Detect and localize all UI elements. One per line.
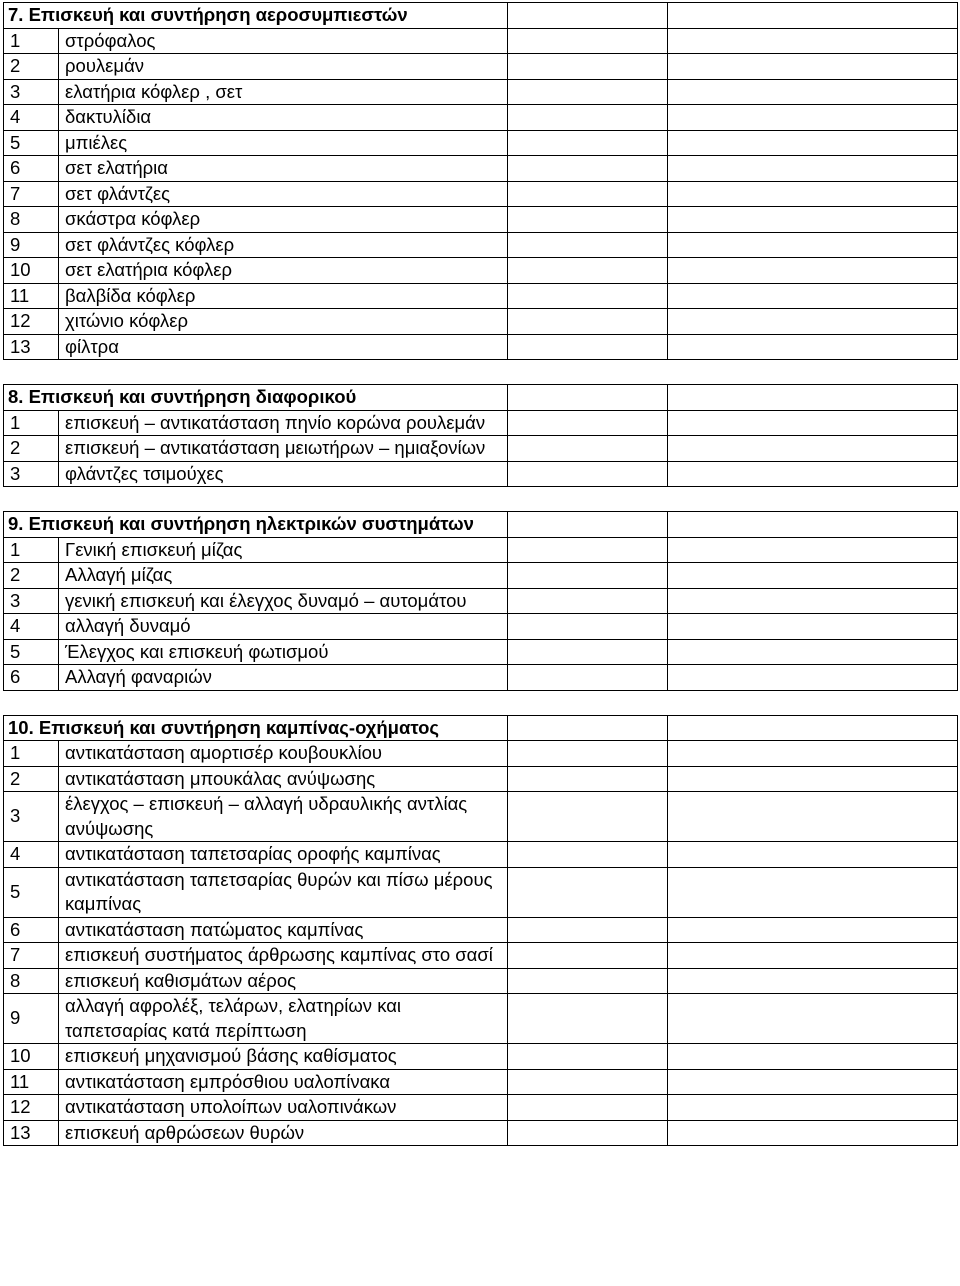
empty-cell — [508, 1069, 668, 1095]
table-row — [4, 1120, 958, 1146]
empty-cell — [508, 28, 668, 54]
item-description: Αλλαγή φαναριών — [59, 665, 508, 691]
empty-cell — [508, 563, 668, 589]
empty-cell — [508, 665, 668, 691]
empty-cell — [668, 792, 958, 842]
table-row — [4, 943, 958, 969]
table-row — [4, 283, 958, 309]
section-title: 7. Επισκευή και συντήρηση αεροσυμπιεστών — [4, 3, 508, 29]
empty-cell — [508, 917, 668, 943]
empty-cell — [668, 156, 958, 182]
item-description: φλάντζες τσιμούχες — [59, 461, 508, 487]
item-description: σετ ελατήρια κόφλερ — [59, 258, 508, 284]
item-number: 6 — [4, 917, 59, 943]
item-number: 3 — [4, 79, 59, 105]
empty-cell — [668, 461, 958, 487]
item-number: 6 — [4, 156, 59, 182]
document-sheet — [3, 2, 958, 1146]
table-row — [4, 766, 958, 792]
item-number: 1 — [4, 410, 59, 436]
section-title: 8. Επισκευή και συντήρηση διαφορικού — [4, 385, 508, 411]
section-header-row — [4, 715, 958, 741]
section-title: 10. Επισκευή και συντήρηση καμπίνας-οχήματος — [4, 715, 508, 741]
table-row — [4, 968, 958, 994]
item-number: 12 — [4, 1095, 59, 1121]
item-number: 4 — [4, 614, 59, 640]
empty-cell — [668, 917, 958, 943]
empty-cell — [668, 105, 958, 131]
empty-cell — [668, 842, 958, 868]
item-number: 2 — [4, 436, 59, 462]
table-row — [4, 917, 958, 943]
item-number: 4 — [4, 105, 59, 131]
empty-cell — [668, 1069, 958, 1095]
empty-cell — [508, 334, 668, 360]
item-description: επισκευή συστήματος άρθρωσης καμπίνας στο σασί — [59, 943, 508, 969]
table-row — [4, 410, 958, 436]
table-row — [4, 181, 958, 207]
item-number: 5 — [4, 130, 59, 156]
item-description: Έλεγχος και επισκευή φωτισμού — [59, 639, 508, 665]
empty-cell — [508, 614, 668, 640]
item-description: μπιέλες — [59, 130, 508, 156]
item-description: επισκευή – αντικατάσταση πηνίο κορώνα ρουλεμάν — [59, 410, 508, 436]
item-number: 8 — [4, 968, 59, 994]
item-description: αντικατάσταση μπουκάλας ανύψωσης — [59, 766, 508, 792]
empty-cell — [508, 130, 668, 156]
table-row — [4, 105, 958, 131]
item-description: σκάστρα κόφλερ — [59, 207, 508, 233]
section-table — [3, 511, 958, 691]
table-row — [4, 792, 958, 842]
item-number: 3 — [4, 461, 59, 487]
empty-cell — [508, 1095, 668, 1121]
empty-cell — [508, 258, 668, 284]
table-row — [4, 232, 958, 258]
section-header-row — [4, 3, 958, 29]
item-description: σετ φλάντζες — [59, 181, 508, 207]
empty-cell — [508, 766, 668, 792]
table-row — [4, 207, 958, 233]
item-number: 8 — [4, 207, 59, 233]
item-number: 3 — [4, 792, 59, 842]
section-table — [3, 2, 958, 360]
empty-cell — [668, 1120, 958, 1146]
empty-cell — [508, 867, 668, 917]
empty-cell — [508, 79, 668, 105]
empty-cell — [508, 105, 668, 131]
item-description: επισκευή μηχανισμού βάσης καθίσματος — [59, 1044, 508, 1070]
item-description: αντικατάσταση πατώματος καμπίνας — [59, 917, 508, 943]
empty-cell — [668, 309, 958, 335]
empty-cell — [668, 715, 958, 741]
empty-cell — [508, 1044, 668, 1070]
empty-cell — [508, 410, 668, 436]
empty-cell — [668, 258, 958, 284]
item-description: φίλτρα — [59, 334, 508, 360]
empty-cell — [508, 741, 668, 767]
empty-cell — [508, 385, 668, 411]
table-row — [4, 537, 958, 563]
table-row — [4, 588, 958, 614]
table-row — [4, 334, 958, 360]
item-number: 9 — [4, 994, 59, 1044]
item-number: 13 — [4, 1120, 59, 1146]
empty-cell — [508, 181, 668, 207]
empty-cell — [508, 232, 668, 258]
section-spacer — [3, 360, 958, 384]
item-number: 4 — [4, 842, 59, 868]
item-number: 10 — [4, 258, 59, 284]
empty-cell — [508, 283, 668, 309]
empty-cell — [508, 943, 668, 969]
item-description: γενική επισκευή και έλεγχος δυναμό – αυτομάτου — [59, 588, 508, 614]
item-description: αντικατάσταση εμπρόσθιου υαλοπίνακα — [59, 1069, 508, 1095]
empty-cell — [668, 614, 958, 640]
item-number: 1 — [4, 741, 59, 767]
section-header-row — [4, 385, 958, 411]
empty-cell — [668, 3, 958, 29]
empty-cell — [508, 512, 668, 538]
empty-cell — [668, 588, 958, 614]
empty-cell — [668, 741, 958, 767]
empty-cell — [668, 665, 958, 691]
item-description: επισκευή καθισμάτων αέρος — [59, 968, 508, 994]
section-table — [3, 384, 958, 487]
empty-cell — [508, 309, 668, 335]
table-row — [4, 563, 958, 589]
empty-cell — [508, 792, 668, 842]
table-row — [4, 1069, 958, 1095]
empty-cell — [668, 968, 958, 994]
empty-cell — [508, 639, 668, 665]
section-spacer — [3, 691, 958, 715]
empty-cell — [668, 512, 958, 538]
table-row — [4, 614, 958, 640]
item-description: αλλαγή αφρολέξ, τελάρων, ελατηρίων και ταπετσαρίας κατά περίπτωση — [59, 994, 508, 1044]
empty-cell — [508, 715, 668, 741]
empty-cell — [668, 334, 958, 360]
empty-cell — [668, 1095, 958, 1121]
empty-cell — [668, 943, 958, 969]
item-number: 12 — [4, 309, 59, 335]
empty-cell — [668, 130, 958, 156]
item-number: 3 — [4, 588, 59, 614]
section-spacer — [3, 487, 958, 511]
item-description: έλεγχος – επισκευή – αλλαγή υδραυλικής αντλίας ανύψωσης — [59, 792, 508, 842]
empty-cell — [668, 207, 958, 233]
table-row — [4, 1095, 958, 1121]
item-description: Αλλαγή μίζας — [59, 563, 508, 589]
item-description: ρουλεμάν — [59, 54, 508, 80]
table-row — [4, 436, 958, 462]
item-number: 5 — [4, 639, 59, 665]
item-description: αντικατάσταση υπολοίπων υαλοπινάκων — [59, 1095, 508, 1121]
section-header-row — [4, 512, 958, 538]
item-description: σετ φλάντζες κόφλερ — [59, 232, 508, 258]
empty-cell — [668, 385, 958, 411]
table-row — [4, 258, 958, 284]
empty-cell — [668, 54, 958, 80]
item-number: 2 — [4, 54, 59, 80]
empty-cell — [508, 436, 668, 462]
item-number: 1 — [4, 537, 59, 563]
item-description: αλλαγή δυναμό — [59, 614, 508, 640]
item-description: σετ ελατήρια — [59, 156, 508, 182]
section-title: 9. Επισκευή και συντήρηση ηλεκτρικών συστημάτων — [4, 512, 508, 538]
empty-cell — [668, 1044, 958, 1070]
table-row — [4, 994, 958, 1044]
item-description: αντικατάσταση ταπετσαρίας οροφής καμπίνας — [59, 842, 508, 868]
empty-cell — [508, 207, 668, 233]
empty-cell — [668, 283, 958, 309]
item-description: επισκευή αρθρώσεων θυρών — [59, 1120, 508, 1146]
item-number: 2 — [4, 563, 59, 589]
item-description: στρόφαλος — [59, 28, 508, 54]
item-number: 13 — [4, 334, 59, 360]
empty-cell — [668, 639, 958, 665]
table-row — [4, 54, 958, 80]
item-number: 9 — [4, 232, 59, 258]
table-row — [4, 842, 958, 868]
empty-cell — [668, 994, 958, 1044]
empty-cell — [668, 766, 958, 792]
item-number: 11 — [4, 1069, 59, 1095]
empty-cell — [508, 968, 668, 994]
item-number: 7 — [4, 181, 59, 207]
empty-cell — [668, 867, 958, 917]
item-description: δακτυλίδια — [59, 105, 508, 131]
empty-cell — [668, 232, 958, 258]
empty-cell — [508, 461, 668, 487]
item-number: 6 — [4, 665, 59, 691]
item-description: αντικατάσταση αμορτισέρ κουβουκλίου — [59, 741, 508, 767]
item-description: αντικατάσταση ταπετσαρίας θυρών και πίσω μέρους καμπίνας — [59, 867, 508, 917]
item-description: χιτώνιο κόφλερ — [59, 309, 508, 335]
empty-cell — [668, 181, 958, 207]
item-number: 11 — [4, 283, 59, 309]
table-row — [4, 130, 958, 156]
empty-cell — [668, 79, 958, 105]
empty-cell — [668, 410, 958, 436]
table-row — [4, 1044, 958, 1070]
item-description: επισκευή – αντικατάσταση μειωτήρων – ημιαξονίων — [59, 436, 508, 462]
empty-cell — [668, 28, 958, 54]
item-description: βαλβίδα κόφλερ — [59, 283, 508, 309]
empty-cell — [668, 436, 958, 462]
empty-cell — [508, 537, 668, 563]
item-number: 1 — [4, 28, 59, 54]
empty-cell — [508, 3, 668, 29]
empty-cell — [508, 842, 668, 868]
empty-cell — [668, 537, 958, 563]
table-row — [4, 639, 958, 665]
item-description: ελατήρια κόφλερ , σετ — [59, 79, 508, 105]
empty-cell — [508, 1120, 668, 1146]
empty-cell — [508, 588, 668, 614]
table-row — [4, 741, 958, 767]
item-number: 5 — [4, 867, 59, 917]
table-row — [4, 867, 958, 917]
item-number: 7 — [4, 943, 59, 969]
empty-cell — [508, 156, 668, 182]
section-table — [3, 715, 958, 1147]
table-row — [4, 79, 958, 105]
item-number: 10 — [4, 1044, 59, 1070]
table-row — [4, 156, 958, 182]
empty-cell — [508, 994, 668, 1044]
table-row — [4, 665, 958, 691]
item-number: 2 — [4, 766, 59, 792]
table-row — [4, 309, 958, 335]
table-row — [4, 461, 958, 487]
item-description: Γενική επισκευή μίζας — [59, 537, 508, 563]
empty-cell — [668, 563, 958, 589]
empty-cell — [508, 54, 668, 80]
table-row — [4, 28, 958, 54]
